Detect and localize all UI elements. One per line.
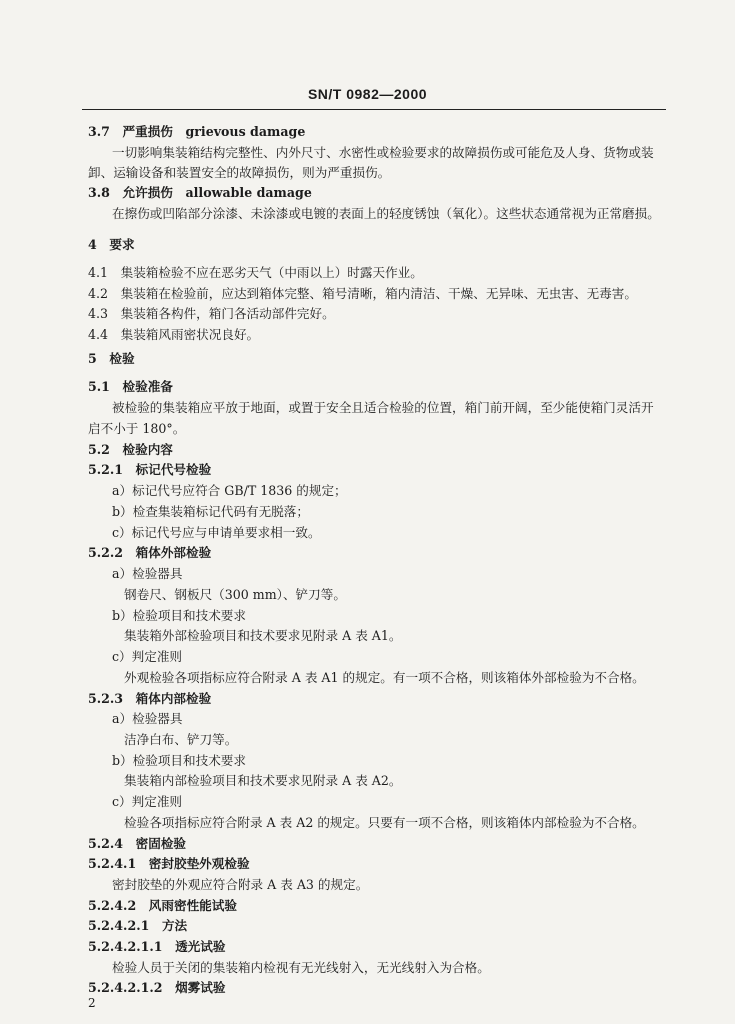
text-line-4-4: 4.4 集装箱风雨密状况良好。	[88, 327, 260, 342]
text-line-5-2-4-1: 5.2.4.1 密封胶垫外观检验	[88, 856, 250, 871]
text-line-4-title: 4 要求	[88, 237, 135, 252]
text-line-5-2-1: 5.2.1 标记代号检验	[88, 462, 212, 477]
text-line-5-1-p1: 被检验的集装箱应平放于地面，或置于安全且适合检验的位置，箱门前开阔，至少能使箱门灵活开	[112, 400, 654, 415]
text-line-5-2-2-b: b）检验项目和技术要求	[112, 608, 246, 623]
text-line-5-1-p2: 启不小于 180°。	[88, 421, 186, 436]
text-line-5-2-4-2-1-2: 5.2.4.2.1.2 烟雾试验	[88, 980, 226, 995]
page-header-standard-number: SN/T 0982—2000	[307, 86, 428, 102]
text-line-5-1: 5.1 检验准备	[88, 379, 173, 394]
text-line-5-2-2-b1: 集装箱外部检验项目和技术要求见附录 A 表 A1。	[124, 628, 402, 643]
text-line-5-2-3-b1: 集装箱内部检验项目和技术要求见附录 A 表 A2。	[124, 773, 402, 788]
page-number: 2	[88, 996, 96, 1010]
text-line-5-2-2-a1: 钢卷尺、钢板尺（300 mm）、铲刀等。	[124, 587, 346, 602]
text-line-3-7-p1: 一切影响集装箱结构完整性、内外尺寸、水密性或检验要求的故障损伤或可能危及人身、货物或装	[112, 145, 654, 160]
text-line-5-2-3: 5.2.3 箱体内部检验	[88, 691, 212, 706]
text-line-5-2-4-2-1-1-p: 检验人员于关闭的集装箱内检视有无光线射入，无光线射入为合格。	[112, 960, 490, 975]
text-line-5-2-3-c: c）判定准则	[112, 794, 183, 809]
text-line-5-2-4-1-p: 密封胶垫的外观应符合附录 A 表 A3 的规定。	[112, 877, 369, 892]
text-line-5-2-4-2: 5.2.4.2 风雨密性能试验	[88, 898, 237, 913]
text-line-5-2-1-b: b）检查集装箱标记代码有无脱落；	[112, 504, 309, 519]
text-line-5-2-2-c: c）判定准则	[112, 649, 183, 664]
text-line-4-3: 4.3 集装箱各构件，箱门各活动部件完好。	[88, 306, 335, 321]
header-rule	[82, 109, 666, 110]
text-line-4-1: 4.1 集装箱检验不应在恶劣天气（中雨以上）时露天作业。	[88, 265, 423, 280]
text-line-5-2: 5.2 检验内容	[88, 442, 173, 457]
text-line-3-8-title: 3.8 允许损伤 allowable damage	[88, 185, 312, 200]
text-line-5-2-4-2-1-1: 5.2.4.2.1.1 透光试验	[88, 939, 226, 954]
text-line-5-2-3-b: b）检验项目和技术要求	[112, 753, 246, 768]
text-line-3-8-p1: 在擦伤或凹陷部分涂漆、未涂漆或电镀的表面上的轻度锈蚀（氧化）。这些状态通常视为正常磨损。	[112, 206, 660, 221]
text-line-5-title: 5 检验	[88, 351, 135, 366]
text-line-3-7-p2: 卸、运输设备和装置安全的故障损伤，则为严重损伤。	[88, 165, 391, 180]
text-line-5-2-4-2-1: 5.2.4.2.1 方法	[88, 918, 188, 933]
text-line-4-2: 4.2 集装箱在检验前，应达到箱体完整、箱号清晰，箱内清洁、干燥、无异味、无虫害、无毒害。	[88, 286, 637, 301]
text-line-5-2-1-c: c）标记代号应与申请单要求相一致。	[112, 525, 321, 540]
text-line-5-2-3-a: a）检验器具	[112, 711, 183, 726]
text-line-5-2-4: 5.2.4 密固检验	[88, 836, 187, 851]
text-line-5-2-2: 5.2.2 箱体外部检验	[88, 545, 212, 560]
text-line-5-2-3-c1: 检验各项指标应符合附录 A 表 A2 的规定。只要有一项不合格，则该箱体内部检验为不合格。	[124, 815, 645, 830]
text-line-3-7-title: 3.7 严重损伤 grievous damage	[88, 124, 306, 139]
text-line-5-2-2-c1: 外观检验各项指标应符合附录 A 表 A1 的规定。有一项不合格，则该箱体外部检验为不合格。	[124, 670, 645, 685]
text-line-5-2-2-a: a）检验器具	[112, 566, 183, 581]
text-line-5-2-3-a1: 洁净白布、铲刀等。	[124, 732, 238, 747]
text-line-5-2-1-a: a）标记代号应符合 GB/T 1836 的规定；	[112, 483, 347, 498]
